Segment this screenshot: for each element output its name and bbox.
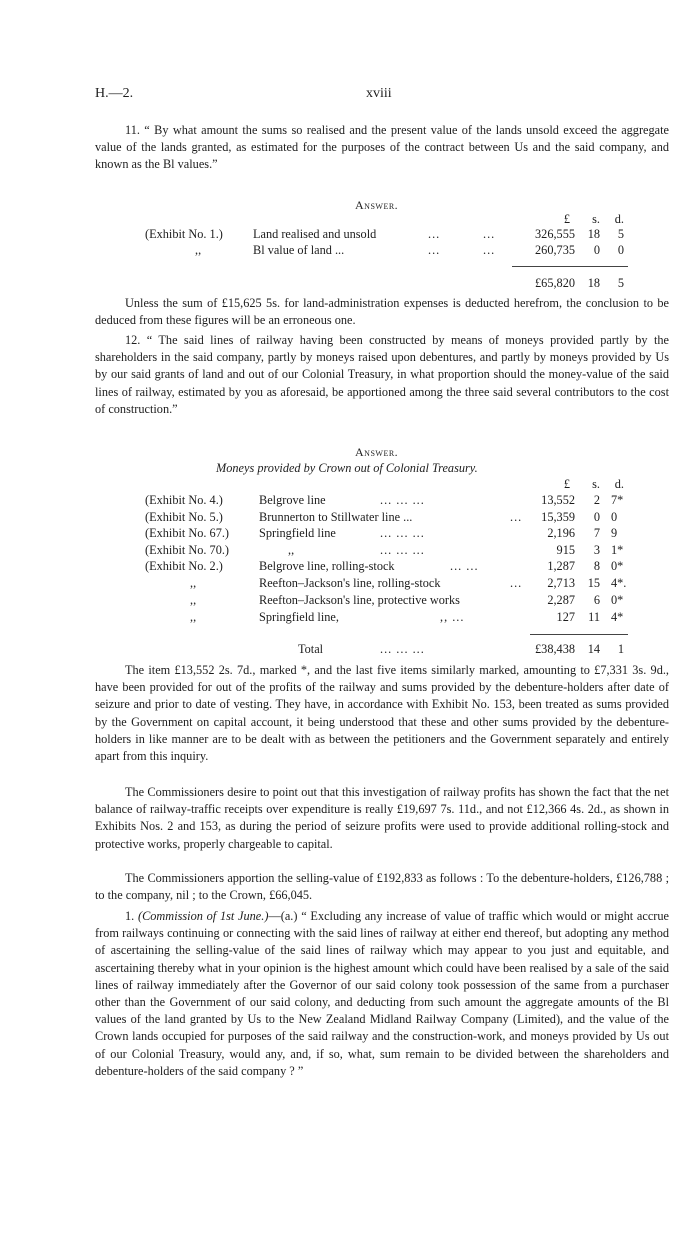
answer-2-heading: Answer. [355,445,399,459]
leader-dots: ... [428,243,441,257]
leader-dots: ... [428,227,441,241]
amount-pounds: 915 [556,543,575,557]
exhibit-ref: (Exhibit No. 2.) [145,559,223,573]
amount-pence: 9 [611,526,618,540]
question-number: 1. [125,909,135,923]
erroneous-conclusion-note [95,295,669,329]
exhibit-ref: ,, [190,610,197,624]
row-label: ,, [288,543,295,557]
amount-pence: 7* [611,493,624,507]
row-label: Bl value of land ... [253,243,345,257]
answer-2-col-pence: d. [614,477,624,491]
leader-dots: ... [510,576,523,590]
commissioners-apportion-paragraph [95,870,669,904]
paragraph-text: The Commissioners apportion the selling-value of £192,833 as follows : To the debenture-holders, £126,788 ; to the company, nil ; to the Crown, £66,045. [95,871,669,903]
answer-1-col-pence: d. [614,212,624,226]
amount-pounds: 2,287 [547,593,575,607]
amount-shillings: 0 [593,510,600,524]
row-label: Springfield line [259,526,336,540]
answer-2-total-shillings: 14 [587,642,600,656]
question-11 [95,122,669,174]
question-1-text: —(a.) “ Excluding any increase of value of traffic which would or might accrue from railways continuing or connecting with the said lines of railway at either end thereof, but adopting any method of ascertaining the selling-value of the said lines of railway which may appear to you just and equitable, and ascertaining thereby what in your opinion is the highest amount which could have been realised by a sale of the said lines of railway immediately after the Governor of our said colony took possession of the same from a purchaser other than the Government of our said colony, and deducting from such amount the aggregate amounts of the Bl values of the land granted by Us to the New Zealand Midland Railway Company (Limited), and the value of the Crown lands occupied for purposes of the said railway and the construction-work, and moneys provided by Us out of our Colonial Treasury, would any, and, if so, what, sum remain to be divided between the shareholders and debenture-holders of the said company ? ” [95,909,669,1078]
row-label: Belgrove line [259,493,326,507]
row-label: Springfield line, [259,610,339,624]
amount-pence: 0* [611,593,624,607]
leader-dots: ... ... ... [380,543,425,557]
amount-pounds: 1,287 [547,559,575,573]
leader-dots: ... ... ... [380,526,425,540]
amount-pounds: 127 [556,610,575,624]
amount-pence: 0 [611,510,618,524]
amount-pounds: 260,735 [535,243,575,257]
amount-pence: 5 [617,227,624,241]
marked-items-paragraph [95,662,669,765]
leader-dots: ... ... ... [380,642,425,656]
commission-reference: (Commission of 1st June.) [137,909,269,923]
row-label: Reefton–Jackson's line, protective works [259,593,460,607]
answer-2-total-pence: 1 [617,642,624,656]
question-12-text: 12. “ The said lines of railway having been constructed by means of moneys provided partly by the shareholders in the said company, partly by moneys raised upon debentures, and partly by moneys provided by Us by our said grants of land and out of our Colonial Treasury, in what proportion should the money-value of the said lines of railway, estimated by you as aforesaid, be apportioned among the three said several contributors to the cost of construction.” [95,333,669,416]
question-12 [95,332,669,418]
amount-pence: 0 [617,243,624,257]
answer-2-col-shillings: s. [592,477,600,491]
leader-dots: ... [510,510,523,524]
amount-pounds: 13,552 [541,493,575,507]
amount-pounds: 326,555 [535,227,575,241]
answer-1-total-pence: 5 [617,276,624,290]
answer-1-total-pounds: £65,820 [535,276,575,290]
exhibit-ref: (Exhibit No. 4.) [145,493,223,507]
question-1-commission [95,908,669,1080]
amount-shillings: 7 [593,526,600,540]
amount-shillings: 2 [593,493,600,507]
amount-pence: 1* [611,543,624,557]
paragraph-text: The Commissioners desire to point out that this investigation of railway profits has shown the fact that the net balance of railway-traffic receipts over expenditure is really £19,697 7s. 11d., and not £12,366 4s. 2d., as shown in Exhibits Nos. 2 and 153, as during the period of seizure profits were used to provide additional rolling-stock and protective works, properly chargeable to capital. [95,785,669,851]
total-rule [530,634,628,635]
answer-1-col-shillings: s. [592,212,600,226]
amount-shillings: 3 [593,543,600,557]
exhibit-ref: (Exhibit No. 67.) [145,526,230,540]
amount-shillings: 15 [587,576,600,590]
question-11-text: 11. “ By what amount the sums so realised and the present value of the lands unsold exceed the aggregate value of the lands granted, as estimated for the purposes of the contract between Us and the said company, and known as the Bl values.” [95,123,669,172]
leader-dots: ... [483,243,496,257]
amount-shillings: 11 [588,610,600,624]
exhibit-ref: (Exhibit No. 1.) [145,227,223,241]
answer-2-subheading: Moneys provided by Crown out of Colonial Treasury. [216,461,478,475]
total-rule [512,266,628,267]
amount-shillings: 6 [593,593,600,607]
amount-pounds: 2,713 [547,576,575,590]
paragraph-text: The item £13,552 2s. 7d., marked *, and the last five items similarly marked, amounting to £7,331 3s. 9d., have been provided for out of the profits of the railway and sums provided by the debenture-holders after date of seizure and prior to date of vesting. They have, in accordance with Exhibit No. 153, been treated as sums provided by the Government on capital account, it being understood that these and other sums provided by the debenture-holders in like manner are to be dealt with as between the petitioners and the Government separately and entirely apart from this inquiry. [95,663,669,764]
row-label: Land realised and unsold [253,227,377,241]
row-label: Reefton–Jackson's line, rolling-stock [259,576,441,590]
answer-2-total-pounds: £38,438 [535,642,575,656]
exhibit-ref: ,, [195,243,202,257]
amount-pence: 0* [611,559,624,573]
row-label: Brunnerton to Stillwater line ... [259,510,413,524]
amount-pence: 4*. [611,576,627,590]
exhibit-ref: ,, [190,593,197,607]
amount-shillings: 8 [593,559,600,573]
answer-1-col-pounds: £ [563,212,570,226]
amount-pounds: 2,196 [547,526,575,540]
exhibit-ref: ,, [190,576,197,590]
leader-dots: ... ... ... [380,493,425,507]
page-reference: H.—2. [95,86,134,101]
answer-2-total-label: Total [298,642,324,656]
answer-2-col-pounds: £ [563,477,570,491]
answer-1-total-shillings: 18 [587,276,600,290]
row-label: Belgrove line, rolling-stock [259,559,395,573]
leader-dots: ... [483,227,496,241]
page-number: xviii [366,86,392,101]
leader-dots: ... ... [450,559,479,573]
amount-shillings: 18 [587,227,600,241]
note-text: Unless the sum of £15,625 5s. for land-administration expenses is deducted herefrom, the conclusion to be deduced from these figures will be an erroneous one. [95,296,669,328]
amount-pence: 4* [611,610,624,624]
answer-1-heading: Answer. [355,198,399,212]
commissioners-railway-profits-paragraph [95,784,669,853]
amount-shillings: 0 [593,243,600,257]
exhibit-ref: (Exhibit No. 5.) [145,510,223,524]
amount-pounds: 15,359 [541,510,575,524]
exhibit-ref: (Exhibit No. 70.) [145,543,230,557]
leader-dots: ,, ... [440,610,465,624]
